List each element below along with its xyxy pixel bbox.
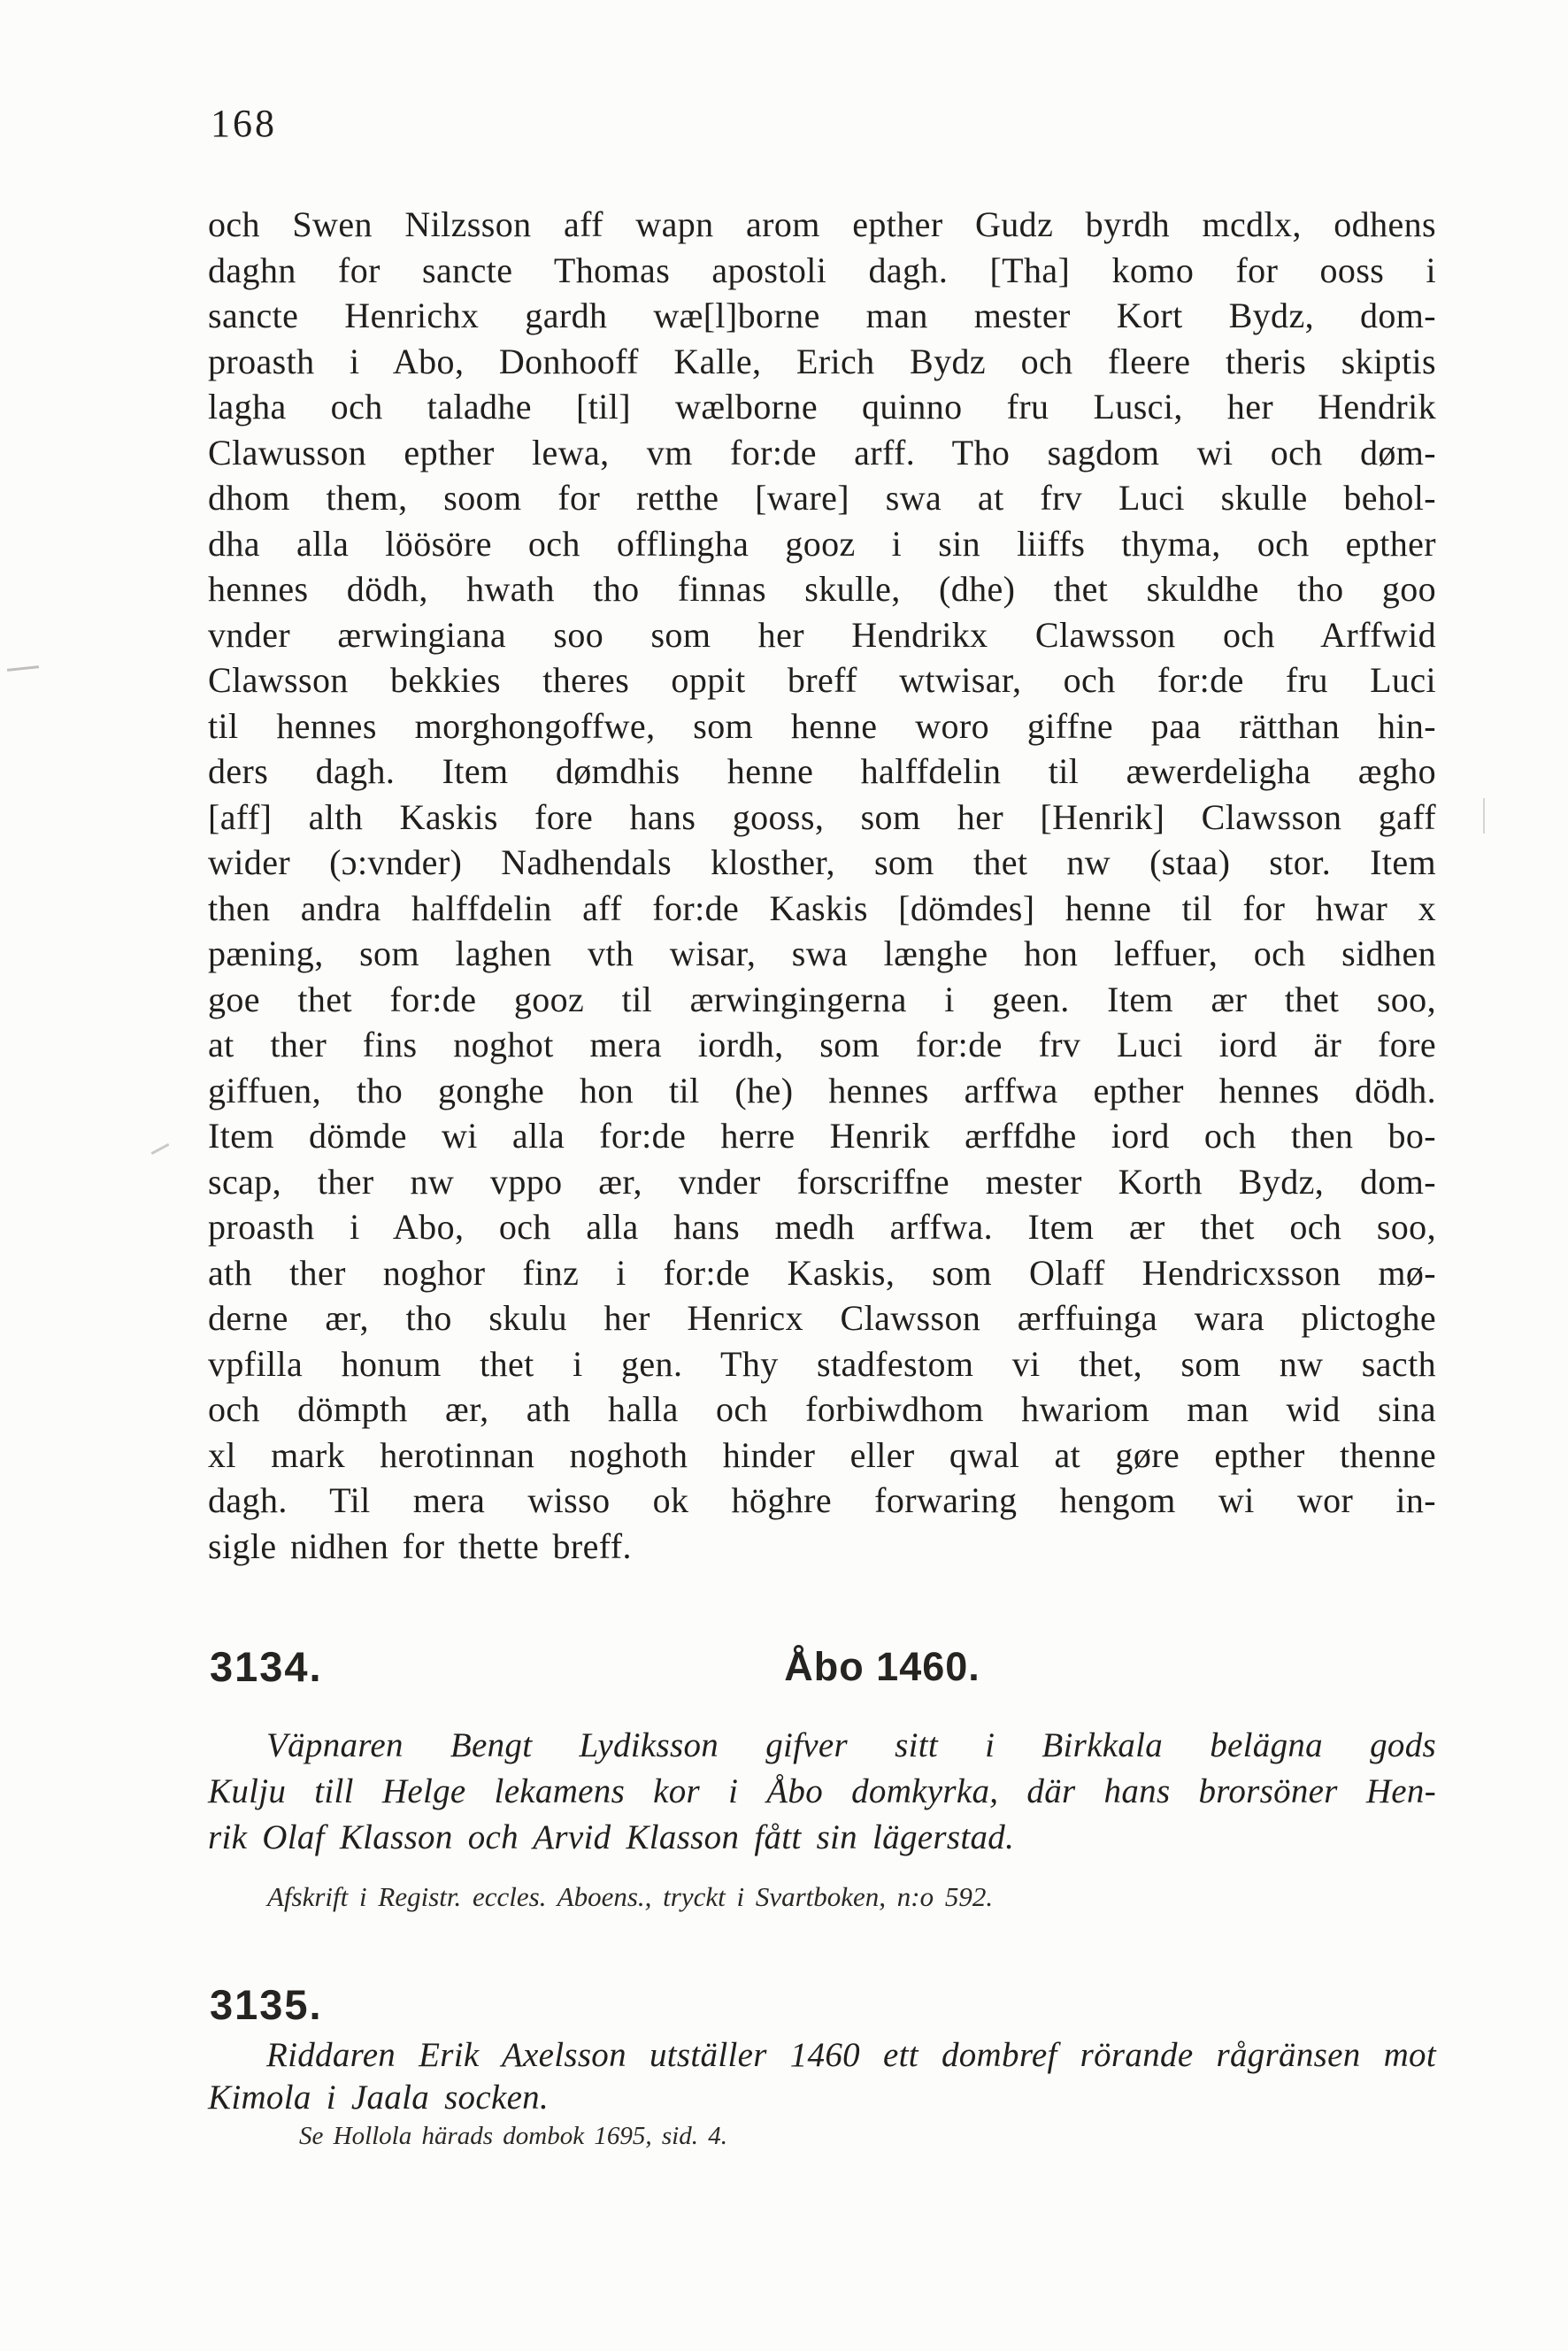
text-line: scap, ther nw vppo ær, vnder forscriffne mester Korth Bydz, dom-: [208, 1161, 1436, 1202]
text-line: derne ær, tho skulu her Henricx Clawsson ærffuinga wara plictoghe: [208, 1298, 1436, 1338]
entry-number-3135: 3135.: [210, 1981, 323, 2028]
entry-number-3134: 3134.: [210, 1643, 323, 1690]
text-line: ath ther noghor finz i for:de Kaskis, som Olaff Hendricxsson mø-: [208, 1252, 1436, 1293]
text-line: Riddaren Erik Axelsson utställer 1460 ett dombref rörande rågränsen mot: [266, 2036, 1436, 2074]
text-line: Kimola i Jaala socken.: [208, 2078, 550, 2117]
text-line: ders dagh. Item dømdhis henne halffdelin til æwerdeligha ægho: [208, 751, 1436, 791]
text-line: vnder ærwingiana soo som her Hendrikx Clawsson och Arffwid: [208, 614, 1436, 655]
text-line: til hennes morghongoffwe, som henne woro giffne paa rätthan hin-: [208, 705, 1436, 746]
text-line: xl mark herotinnan noghoth hinder eller qwal at gøre epther thenne: [208, 1434, 1436, 1475]
text-line: rik Olaf Klasson och Arvid Klasson fått sin lägerstad.: [208, 1818, 1015, 1856]
text-line: Clawusson epther lewa, vm for:de arff. Tho sagdom wi och døm-: [208, 432, 1436, 473]
text-line: proasth i Abo, och alla hans medh arffwa. Item ær thet och soo,: [208, 1207, 1436, 1247]
text-line: lagha och taladhe [til] wælborne quinno fru Lusci, her Hendrik: [208, 387, 1436, 426]
text-line: pæning, som laghen vth wisar, swa længhe hon leffuer, och sidhen: [208, 933, 1436, 973]
text-line: at ther fins noghot mera iordh, som for:de frv Luci iord är fore: [208, 1025, 1436, 1064]
text-line: giffuen, tho gonghe hon til (he) hennes arffwa epther hennes dödh.: [208, 1070, 1436, 1110]
text-line: Kulju till Helge lekamens kor i Åbo domkyrka, där hans brorsöner Hen-: [208, 1772, 1436, 1810]
entry-3135-source-note: Se Hollola härads dombok 1695, sid. 4.: [299, 2122, 727, 2150]
text-line: sigle nidhen for thette breff.: [208, 1525, 632, 1566]
text-line: sancte Henrichx gardh wæ[l]borne man mester Kort Bydz, dom-: [208, 296, 1436, 335]
entry-3134-source-note: Afskrift i Registr. eccles. Aboens., tryckt i Svartboken, n:o 592.: [267, 1881, 994, 1912]
text-line: och Swen Nilzsson aff wapn arom epther Gudz byrdh mcdlx, odhens: [208, 204, 1436, 244]
text-line: proasth i Abo, Donhooff Kalle, Erich Bydz och fleere theris skiptis: [208, 341, 1436, 381]
scan-artifact-mark: [7, 665, 39, 672]
entry-3135-summary: [208, 2034, 1436, 2119]
document-body-text: [208, 202, 1436, 1569]
text-line: Väpnaren Bengt Lydiksson gifver sitt i Birkkala belägna gods: [266, 1726, 1436, 1764]
text-line: vpfilla honum thet i gen. Thy stadfestom vi thet, som nw sacth: [208, 1343, 1436, 1384]
scan-artifact-mark: [1483, 798, 1485, 834]
text-line: Clawsson bekkies theres oppit breff wtwisar, och for:de fru Luci: [208, 660, 1436, 700]
text-line: [aff] alth Kaskis fore hans gooss, som her [Henrik] Clawsson gaff: [208, 796, 1436, 837]
page-number: 168: [211, 102, 277, 145]
text-line: dagh. Til mera wisso ok höghre forwaring hengom wi wor in-: [208, 1480, 1436, 1520]
text-line: then andra halffdelin aff for:de Kaskis [dömdes] henne til for hwar x: [208, 887, 1436, 928]
text-line: och dömpth ær, ath halla och forbiwdhom hwariom man wid sina: [208, 1389, 1436, 1429]
text-line: Item dömde wi alla for:de herre Henrik ærffdhe iord och then bo-: [208, 1116, 1436, 1156]
text-line: goe thet for:de gooz til ærwingingerna i geen. Item ær thet soo,: [208, 979, 1436, 1019]
entry-3134-place-date-heading: Åbo 1460.: [784, 1644, 980, 1689]
text-line: dha alla löösöre och offlingha gooz i sin liiffs thyma, och epther: [208, 523, 1436, 564]
text-line: dhom them, soom for retthe [ware] swa at frv Luci skulle behol-: [208, 478, 1436, 518]
text-line: hennes dödh, hwath tho finnas skulle, (dhe) thet skuldhe tho goo: [208, 569, 1436, 609]
text-line: wider (ɔ:vnder) Nadhendals klosther, som thet nw (staa) stor. Item: [208, 842, 1436, 882]
scan-artifact-mark: [151, 1143, 170, 1155]
entry-3134-summary: [208, 1723, 1436, 1861]
text-line: daghn for sancte Thomas apostoli dagh. [Tha] komo for ooss i: [208, 250, 1436, 290]
